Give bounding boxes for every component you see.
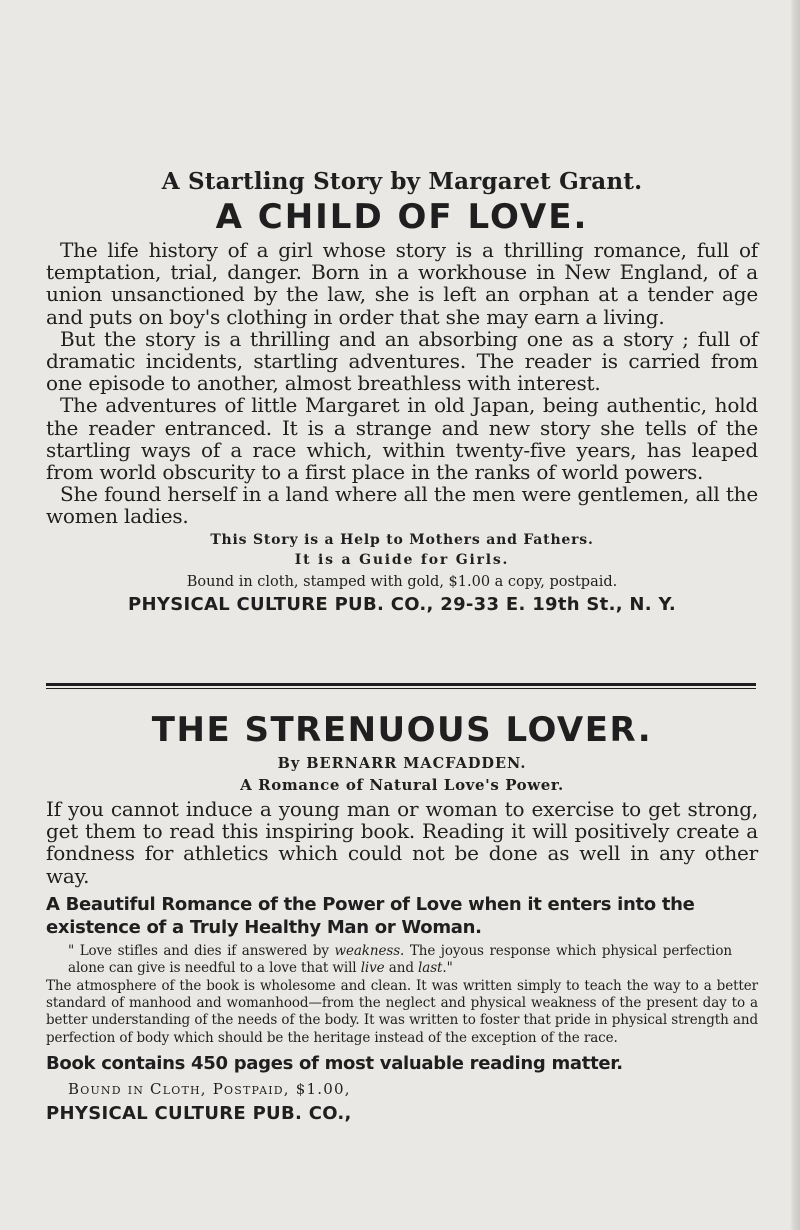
ad1-paragraph-3: The adventures of little Margaret in old Japan, being authentic, hold the reader entranced. It is a strange and new story she tells of the startling ways of a race which, within twenty-five years, has leaped from world obscurity to a first place in the ranks of world powers. bbox=[46, 393, 758, 485]
ad1-kicker: A Startling Story by Margaret Grant. bbox=[161, 168, 643, 195]
quote-part-4: " bbox=[446, 960, 453, 977]
quote-emphasis-weakness: weakness. bbox=[334, 942, 405, 959]
ad1-body bbox=[46, 239, 758, 528]
ad2-tagline: A Romance of Natural Love's Power. bbox=[240, 776, 564, 794]
ad2-contains: Book contains 450 pages of most valuable reading matter. bbox=[46, 1053, 623, 1075]
quote-emphasis-live: live bbox=[360, 960, 385, 977]
ad2-description: The atmosphere of the book is wholesome and clean. It was written simply to teach the way to a better standard of manhood and womanhood—from the neglect and physical weakness of the present day to a better understanding of the needs of the body. It was written to foster that pride in physical strength and perfection of body which should be the heritage instead of the exception of the race. bbox=[46, 977, 758, 1046]
ad2-title: THE STRENUOUS LOVER. bbox=[151, 710, 653, 750]
ad1-guide-line: It is a Guide for Girls. bbox=[294, 551, 510, 568]
section-divider bbox=[46, 683, 756, 689]
ad1-paragraph-4: She found herself in a land where all the men were gentlemen, all the women ladies. bbox=[46, 482, 758, 529]
strenuous-lover-advertisement bbox=[46, 710, 758, 1125]
divider-thick-rule bbox=[46, 683, 756, 686]
quote-part-1: " Love stifles and dies if answered by bbox=[68, 942, 335, 959]
divider-thin-rule bbox=[46, 688, 756, 689]
ad1-bound-line: Bound in cloth, stamped with gold, $1.00 a copy, postpaid. bbox=[186, 573, 618, 590]
ad1-paragraph-2: But the story is a thrilling and an absorbing one as a story ; full of dramatic incidents, startling adventures. The reader is carried from one episode to another, almost breathless with interest. bbox=[46, 326, 758, 396]
child-of-love-advertisement bbox=[46, 168, 758, 616]
ad2-body bbox=[46, 798, 758, 887]
quote-emphasis-last: last. bbox=[418, 960, 447, 977]
ad2-body-paragraph: If you cannot induce a young man or woman to exercise to get strong, get them to read this inspiring book. Reading it will positively create a fondness for athletics which could not be done as well in any other way. bbox=[46, 797, 758, 888]
ad1-paragraph-1: The life history of a girl whose story is a thrilling romance, full of temptation, trial, danger. Born in a workhouse in New England, of a union unsanctioned by the law, she is left an orphan at a tender age and puts on boy's clothing in order that she may earn a living. bbox=[46, 238, 758, 329]
ad2-small-text bbox=[46, 943, 758, 1047]
ad1-title: A CHILD OF LOVE. bbox=[215, 197, 589, 237]
ad2-byline: By BERNARR MACFADDEN. bbox=[277, 755, 527, 772]
page-edge bbox=[790, 0, 800, 1230]
ad1-publisher: PHYSICAL CULTURE PUB. CO., 29-33 E. 19th St., N. Y. bbox=[128, 593, 676, 615]
ad2-highlight: A Beautiful Romance of the Power of Love when it enters into the existence of a Truly Healthy Man or Woman. bbox=[46, 893, 695, 938]
ad2-publisher: PHYSICAL CULTURE PUB. CO., bbox=[46, 1103, 352, 1125]
ad2-quote bbox=[46, 943, 758, 978]
ad1-help-line: This Story is a Help to Mothers and Fathers. bbox=[210, 531, 594, 548]
quote-part-2: The joyous response which physical perfection alone can give is needful to a love that will bbox=[68, 942, 732, 977]
ad2-bound-line: Bound in Cloth, Postpaid, $1.00, bbox=[68, 1080, 351, 1099]
quote-part-3: and bbox=[384, 960, 419, 977]
